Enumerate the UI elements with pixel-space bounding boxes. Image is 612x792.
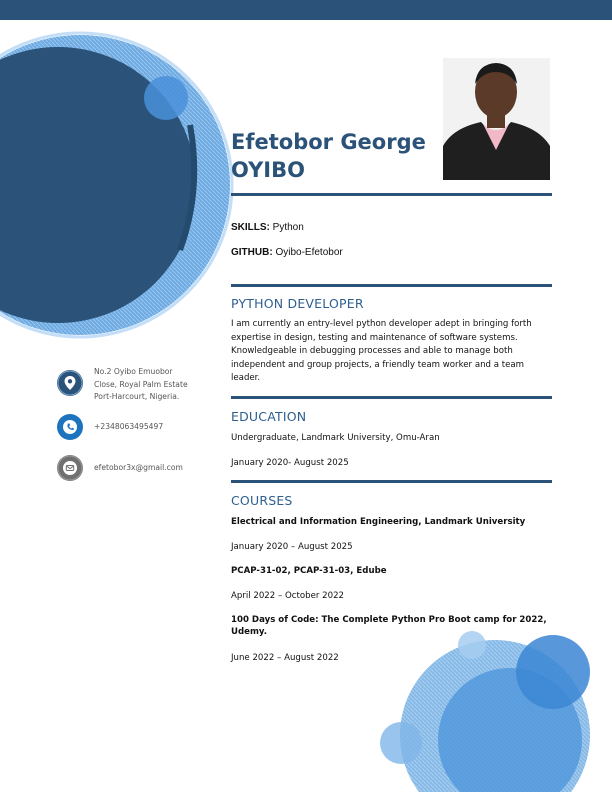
profile-summary: I am currently an entry-level python developer adept in bringing forth expertise in design, testing and maintenance of software systems. Knowledgeable in debugging processes and able to manage both independent and group projects, a friendly team worker and a team leader. [231, 319, 532, 384]
skills-line [231, 222, 304, 233]
contact-email: efetobor3x@gmail.com [94, 463, 183, 472]
name-first: Efetobor George [231, 130, 426, 154]
divider-name [231, 193, 552, 196]
course-name: 100 Days of Code: The Complete Python Pro Boot camp for 2022, Udemy. [231, 615, 547, 637]
github-line [231, 247, 343, 258]
profile-title: PYTHON DEVELOPER [231, 296, 364, 311]
course-name: Electrical and Information Engineering, Landmark University [231, 517, 526, 527]
divider-education [231, 480, 552, 483]
name-last: OYIBO [231, 158, 305, 182]
person-name [231, 128, 426, 184]
address-line: Close, Royal Palm Estate [94, 379, 188, 389]
location-pin-icon [57, 370, 83, 396]
decorative-circles-bottom-right [370, 620, 612, 792]
top-banner [0, 0, 612, 20]
decorative-circle-top-left [0, 30, 240, 350]
skills-label: SKILLS: [231, 222, 270, 233]
address-line: Port-Harcourt, Nigeria. [94, 392, 180, 401]
divider-profile [231, 396, 552, 399]
contact-phone: +2348063495497 [94, 422, 164, 431]
education-school: Undergraduate, Landmark University, Omu-Aran [231, 433, 440, 443]
courses-title: COURSES [231, 493, 293, 508]
person-silhouette-icon [443, 58, 550, 180]
education-title: EDUCATION [231, 409, 307, 424]
course-dates: June 2022 – August 2022 [231, 653, 339, 663]
github-label: GITHUB: [231, 247, 273, 258]
skills-value: Python [272, 222, 304, 233]
contact-address [94, 366, 204, 404]
education-dates: January 2020- August 2025 [231, 458, 349, 468]
phone-icon [57, 414, 83, 440]
course-dates: April 2022 – October 2022 [231, 591, 344, 601]
divider-skills [231, 284, 552, 287]
profile-photo [443, 58, 550, 180]
github-value: Oyibo-Efetobor [275, 247, 343, 258]
address-line: No.2 Oyibo Emuobor [94, 367, 173, 376]
course-name: PCAP-31-02, PCAP-31-03, Edube [231, 566, 387, 576]
envelope-icon [57, 455, 83, 481]
course-dates: January 2020 – August 2025 [231, 542, 353, 552]
